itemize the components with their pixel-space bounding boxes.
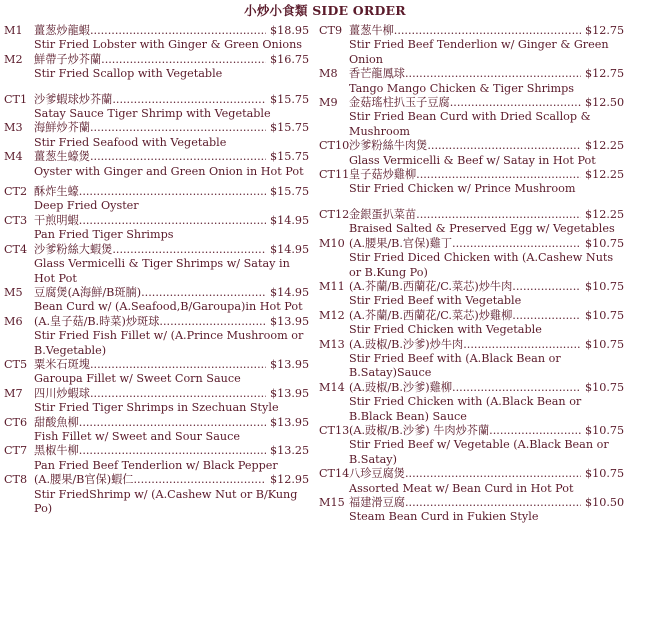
item-code: CT3 <box>4 213 28 227</box>
right-column <box>319 24 625 525</box>
item-code: CT4 <box>4 242 28 256</box>
menu-item <box>319 67 625 96</box>
item-name: 福建滑豆腐 ..... <box>349 496 581 510</box>
menu-item <box>4 314 310 358</box>
menu-item <box>319 496 625 525</box>
item-name: 鮮帶子炒芥蘭 ..... <box>34 53 266 67</box>
item-name: 沙爹蝦球炒芥蘭 ..... <box>34 93 266 107</box>
item-name: (A.芥蘭/B.西蘭花/C.菜芯)炒牛肉 ..... <box>349 280 581 294</box>
menu-item <box>4 213 310 243</box>
item-description: Tango Mango Chicken & Tiger Shrimps <box>349 81 575 95</box>
item-code: M3 <box>4 121 23 135</box>
menu-item <box>319 423 625 467</box>
item-price: $12.75 <box>585 67 625 81</box>
menu-item <box>4 185 310 214</box>
item-name: 四川炒蝦球 ..... <box>34 387 266 401</box>
item-price: $10.75 <box>585 423 625 437</box>
item-code: CT14 <box>319 467 350 481</box>
item-description: Stir Fried Chicken with (A.Black Bean or B.Black Bean) Sauce <box>349 395 582 423</box>
item-description: Stir Fried Beef w/ Vegetable (A.Black Bean or B.Satay) <box>349 438 609 466</box>
item-name: 金菇瑤柱扒玉子豆腐 ..... <box>349 96 581 110</box>
item-name: 海鮮炒芥蘭 ..... <box>34 121 266 135</box>
item-name: 皇子菇炒雞柳 ..... <box>349 168 581 182</box>
item-description: Pan Fried Beef Tenderlion w/ Black Pepper <box>34 458 278 472</box>
item-price: $15.75 <box>270 121 310 135</box>
item-price: $14.95 <box>270 213 310 227</box>
item-name: 黑椒牛柳 ..... <box>34 444 266 458</box>
item-code: CT7 <box>4 444 28 458</box>
item-description: Fish Fillet w/ Sweet and Sour Sauce <box>34 429 240 443</box>
menu-item <box>319 279 625 309</box>
item-name: (A.芥蘭/B.西蘭花/C.菜芯)炒雞柳 ..... <box>349 309 581 323</box>
item-description: Stir Fried Tiger Shrimps in Szechuan Style <box>34 401 279 415</box>
item-price: $12.75 <box>585 24 625 37</box>
item-code: M6 <box>4 314 23 328</box>
item-name: 甜酸魚柳 ..... <box>34 416 266 430</box>
menu-item <box>319 236 625 280</box>
menu-item <box>319 96 625 139</box>
item-code: CT12 <box>319 207 350 221</box>
item-name: 沙爹粉絲牛肉煲 ..... <box>349 139 581 153</box>
item-code: CT8 <box>4 473 28 487</box>
item-name: 薑葱炒龍蝦 ..... <box>34 24 266 38</box>
item-code: M1 <box>4 24 23 37</box>
item-price: $14.95 <box>270 242 310 256</box>
item-name: (A.皇子菇/B.時菜)炒斑球 ..... <box>34 315 266 329</box>
item-description: Assorted Meat w/ Bean Curd in Hot Pot <box>349 481 574 495</box>
menu-item <box>4 150 310 179</box>
item-price: $13.95 <box>270 386 310 400</box>
item-price: $13.95 <box>270 314 310 328</box>
item-code: CT1 <box>4 92 28 106</box>
item-code: M10 <box>319 236 345 250</box>
item-code: CT2 <box>4 185 28 199</box>
item-name: (A.豉椒/B.沙爹)雞柳 ..... <box>349 381 581 395</box>
item-description: Stir Fried Lobster with Ginger & Green Onions <box>34 38 303 52</box>
item-price: $16.75 <box>270 52 310 66</box>
item-price: $15.75 <box>270 150 310 164</box>
menu-item <box>4 357 310 387</box>
item-description: Pan Fried Tiger Shrimps <box>34 228 174 242</box>
menu-item <box>319 207 625 237</box>
item-name: 酥炸生蠔 ..... <box>34 185 266 199</box>
menu-item <box>319 168 625 197</box>
item-description: Steam Bean Curd in Fukien Style <box>349 510 539 524</box>
menu-item <box>4 52 310 82</box>
item-description: Stir Fried Bean Curd with Dried Scallop & Mushroom <box>349 110 591 138</box>
menu-item <box>319 380 625 424</box>
item-name: (A.腰果/B官保)蝦仁 ..... <box>34 473 266 487</box>
item-description: Stir Fried Beef Tenderlion w/ Ginger & Green Onion <box>349 38 609 66</box>
item-description: Bean Curd w/ (A.Seafood,B/Garoupa)in Hot Pot <box>34 300 303 314</box>
item-price: $10.75 <box>585 380 625 394</box>
menu-item <box>4 121 310 150</box>
item-price: $18.95 <box>270 24 310 37</box>
menu-item <box>4 415 310 445</box>
item-code: CT6 <box>4 415 28 429</box>
item-name: 沙爹粉絲大蝦煲 ..... <box>34 243 266 257</box>
item-price: $10.75 <box>585 467 625 481</box>
item-price: $10.75 <box>585 337 625 351</box>
item-description: Oyster with Ginger and Green Onion in Hot Pot <box>34 164 304 178</box>
menu-item <box>4 242 310 286</box>
item-code: M12 <box>319 308 345 322</box>
item-code: M11 <box>319 279 345 293</box>
menu-item <box>4 92 310 122</box>
menu-item <box>319 467 625 496</box>
menu-item <box>319 308 625 338</box>
item-name: 干煎明蝦 ..... <box>34 214 266 228</box>
item-code: CT13 <box>319 423 350 437</box>
item-description: Stir Fried Seafood with Vegetable <box>34 135 227 149</box>
item-price: $12.50 <box>585 96 625 110</box>
item-price: $13.25 <box>270 444 310 458</box>
item-price: $10.75 <box>585 236 625 250</box>
item-code: CT11 <box>319 168 350 182</box>
item-name: 香芒龍鳳球 ..... <box>349 67 581 81</box>
item-name: 薑葱生蠔煲 ..... <box>34 150 266 164</box>
item-price: $12.25 <box>585 139 625 153</box>
item-code: M2 <box>4 52 23 66</box>
item-description: Stir Fried Beef with Vegetable <box>349 294 522 308</box>
menu-item <box>319 337 625 381</box>
item-code: M15 <box>319 496 345 509</box>
item-code: M8 <box>319 67 338 81</box>
item-code: M5 <box>4 285 23 299</box>
menu-item <box>319 24 625 67</box>
menu-item <box>4 444 310 473</box>
menu-item <box>4 473 310 516</box>
item-price: $14.95 <box>270 285 310 299</box>
item-description: Glass Vermicelli & Tiger Shrimps w/ Satay in Hot Pot <box>34 257 290 285</box>
item-code: M4 <box>4 150 23 164</box>
item-price: $10.75 <box>585 279 625 293</box>
item-code: M14 <box>319 380 345 394</box>
item-description: Glass Vermicelli & Beef w/ Satay in Hot Pot <box>349 153 596 167</box>
menu-item <box>4 386 310 416</box>
item-name: 薑葱牛柳 ..... <box>349 24 581 38</box>
item-name: 豆腐煲(A海鮮/B斑腩) ..... <box>34 286 266 300</box>
item-code: CT10 <box>319 139 350 153</box>
item-price: $13.95 <box>270 415 310 429</box>
menu-item <box>319 139 625 168</box>
item-price: $12.25 <box>585 207 625 221</box>
item-price: $10.75 <box>585 308 625 322</box>
menu-item <box>4 285 310 315</box>
item-description: Stir Fried Scallop with Vegetable <box>34 67 223 81</box>
item-code: M9 <box>319 96 338 110</box>
item-price: $10.50 <box>585 496 625 509</box>
item-description: Stir Fried Fish Fillet w/ (A.Prince Mushroom or B.Vegetable) <box>34 329 304 357</box>
item-name: (A.豉椒/B.沙爹)炒牛肉 ..... <box>349 338 581 352</box>
item-name: 粟米石斑塊 ..... <box>34 358 266 372</box>
item-description: Garoupa Fillet w/ Sweet Corn Sauce <box>34 372 241 386</box>
item-price: $15.75 <box>270 92 310 106</box>
item-name: 八珍豆腐煲 ..... <box>349 467 581 481</box>
item-description: Stir Fried Chicken w/ Prince Mushroom <box>349 182 576 196</box>
item-description: Braised Salted & Preserved Egg w/ Vegetables <box>349 222 615 236</box>
item-description: Stir Fried Chicken with Vegetable <box>349 323 542 337</box>
item-description: Stir Fried Diced Chicken with (A.Cashew Nuts or B.Kung Po) <box>349 251 614 279</box>
menu-item <box>4 24 310 53</box>
item-price: $12.25 <box>585 168 625 182</box>
item-code: CT5 <box>4 357 28 371</box>
item-name: 金銀蛋扒菜苗 ..... <box>349 208 581 222</box>
item-code: CT9 <box>319 24 343 37</box>
item-description: Satay Sauce Tiger Shrimp with Vegetable <box>34 107 271 121</box>
item-description: Stir Fried Beef with (A.Black Bean or B.Satay)Sauce <box>349 351 561 380</box>
item-price: $13.95 <box>270 357 310 371</box>
item-price: $12.95 <box>270 473 310 487</box>
item-description: Stir FriedShrimp w/ (A.Cashew Nut or B/Kung Po) <box>34 487 298 515</box>
item-name: (A.豉椒/B.沙爹) 牛肉炒芥蘭 ..... <box>349 424 581 438</box>
left-column <box>4 24 310 516</box>
menu-title: 小炒小食類 SIDE ORDER <box>244 3 406 18</box>
item-price: $15.75 <box>270 185 310 199</box>
item-description: Deep Fried Oyster <box>34 199 139 213</box>
item-code: M7 <box>4 386 23 400</box>
item-name: (A.腰果/B.官保)雞丁 ..... <box>349 237 581 251</box>
item-code: M13 <box>319 337 345 351</box>
